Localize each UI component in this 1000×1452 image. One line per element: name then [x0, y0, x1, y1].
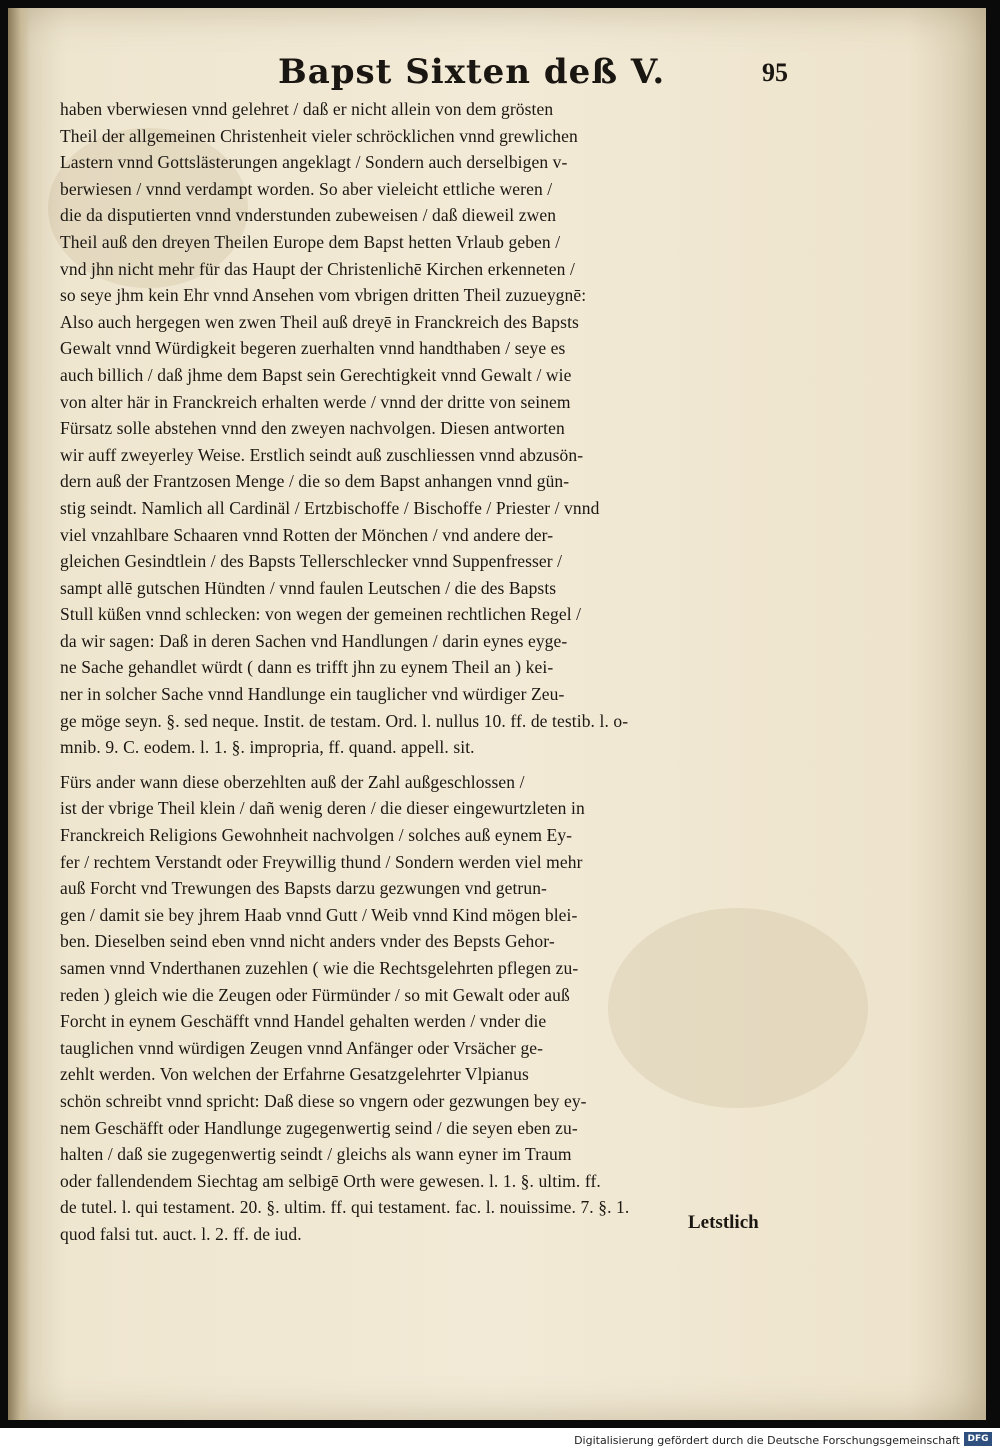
- text-line: quod falsi tut. auct. l. 2. ff. de iud.: [60, 1223, 302, 1244]
- text-line: wir auff zweyerley Weise. Erstlich seindt auß zuschliessen vnnd abzusön-: [60, 444, 584, 465]
- catchword: Letstlich: [688, 1212, 759, 1233]
- running-head: Bapst Sixten deß V.: [278, 52, 666, 92]
- text-line: samen vnnd Vnderthanen zuzehlen ( wie die Rechtsgelehrten pflegen zu-: [60, 958, 579, 978]
- text-line: ist der vbrige Theil klein / dañ wenig deren / die dieser eingewurtzleten in: [60, 798, 585, 819]
- text-line: so seye jhm kein Ehr vnnd Ansehen vom vbrigen dritten Theil zuzueygnē:: [60, 285, 587, 306]
- text-line: ner in solcher Sache vnnd Handlunge ein tauglicher vnd würdiger Zeu-: [60, 684, 565, 705]
- page-gutter: [8, 8, 30, 1420]
- text-line: Fürsatz solle abstehen vnnd den zweyen nachvolgen. Diesen antworten: [60, 418, 565, 439]
- text-line: viel vnzahlbare Schaaren vnnd Rotten der Mönchen / vnd andere der-: [60, 524, 554, 545]
- text-line: da wir sagen: Daß in deren Sachen vnd Handlungen / darin eynes eyge-: [60, 630, 568, 651]
- text-line: Theil der allgemeinen Christenheit vieler schröcklichen vnnd grewlichen: [60, 125, 578, 146]
- text-line: Franckreich Religions Gewohnheit nachvolgen / solches auß eynem Ey-: [60, 825, 573, 846]
- text-line: vnd jhn nicht mehr für das Haupt der Christenlichē Kirchen erkenneten /: [60, 258, 575, 279]
- text-line: ben. Dieselben seind eben vnnd nicht anders vnder des Bepsts Gehor-: [60, 931, 555, 952]
- text-line: haben vberwiesen vnnd gelehret / daß er nicht allein von dem grösten: [60, 99, 554, 119]
- text-line: auß Forcht vnd Trewungen des Bapsts darzu gezwungen vnd getrun-: [60, 878, 547, 899]
- text-line: stig seindt. Namlich all Cardinäl / Ertzbischoffe / Bischoffe / Priester / vnnd: [60, 497, 600, 518]
- text-line: gleichen Gesindtlein / des Bapsts Tellerschlecker vnnd Suppenfresser /: [60, 551, 563, 572]
- body-text: [60, 96, 800, 1248]
- text-line: fer / rechtem Verstandt oder Freywillig thund / Sondern werden viel mehr: [60, 851, 583, 872]
- text-line: Gewalt vnnd Würdigkeit begeren zuerhalten vnnd handthaben / seye es: [60, 338, 566, 359]
- text-line: dern auß der Frantzosen Menge / die so dem Bapst anhangen vnnd gün-: [60, 471, 570, 492]
- text-line: die da disputierten vnnd vnderstunden zubeweisen / daß dieweil zwen: [60, 205, 557, 226]
- text-line: halten / daß sie zugegenwertig seindt / gleichs als wann eyner im Traum: [60, 1144, 572, 1165]
- dfg-credit: Digitalisierung gefördert durch die Deutsche Forschungsgemeinschaft: [574, 1434, 960, 1447]
- text-line: schön schreibt vnnd spricht: Daß diese so vngern oder gezwungen bey ey-: [60, 1090, 587, 1111]
- text-line: oder fallendendem Siechtag am selbigē Orth were gewesen. l. 1. §. ultim. ff.: [60, 1170, 601, 1191]
- text-line: sampt allē gutschen Hündten / vnnd faulen Leutschen / die des Bapsts: [60, 577, 557, 598]
- text-line: reden ) gleich wie die Zeugen oder Fürmünder / so mit Gewalt oder auß: [60, 984, 570, 1005]
- text-line: berwiesen / vnnd verdampt worden. So aber vieleicht ettliche weren /: [60, 178, 553, 199]
- text-line: zehlt werden. Von welchen der Erfahrne Gesatzgelehrter Vlpianus: [60, 1064, 529, 1085]
- text-line: nem Geschäfft oder Handlunge zugegenwertig seind / die seyen eben zu-: [60, 1117, 578, 1138]
- text-line: Forcht in eynem Geschäfft vnnd Handel gehalten werden / vnder die: [60, 1011, 547, 1032]
- text-line: Also auch hergegen wen zwen Theil auß dreyē in Franckreich des Bapsts: [60, 311, 579, 332]
- text-line: Fürs ander wann diese oberzehlten auß der Zahl außgeschlossen /: [60, 771, 525, 792]
- text-line: de tutel. l. qui testament. 20. §. ultim. ff. qui testament. fac. l. nouissime. 7. §. 1.: [60, 1197, 630, 1218]
- text-line: Stull küßen vnnd schlecken: von wegen der gemeinen rechtlichen Regel /: [60, 604, 582, 625]
- text-line: Theil auß den dreyen Theilen Europe dem Bapst hetten Vrlaub geben /: [60, 231, 561, 252]
- text-line: ne Sache gehandlet würdt ( dann es trifft jhn zu eynem Theil an ) kei-: [60, 657, 554, 678]
- text-line: gen / damit sie bey jhrem Haab vnnd Gutt / Weib vnnd Kind mögen blei-: [60, 904, 578, 925]
- text-line: mnib. 9. C. eodem. l. 1. §. impropria, ff. quand. appell. sit.: [60, 737, 475, 758]
- text-line: ge möge seyn. §. sed neque. Instit. de testam. Ord. l. nullus 10. ff. de testib. l. o-: [60, 710, 629, 731]
- text-line: tauglichen vnnd würdigen Zeugen vnnd Anfänger oder Vrsächer ge-: [60, 1037, 544, 1058]
- text-line: auch billich / daß jhme dem Bapst sein Gerechtigkeit vnnd Gewalt / wie: [60, 364, 572, 385]
- text-line: von alter här in Franckreich erhalten werde / vnnd der dritte von seinem: [60, 391, 571, 412]
- dfg-logo-icon: DFG: [964, 1432, 992, 1446]
- text-line: Lastern vnnd Gottslästerungen angeklagt / Sondern auch derselbigen v-: [60, 152, 568, 173]
- page-number: 95: [762, 58, 788, 87]
